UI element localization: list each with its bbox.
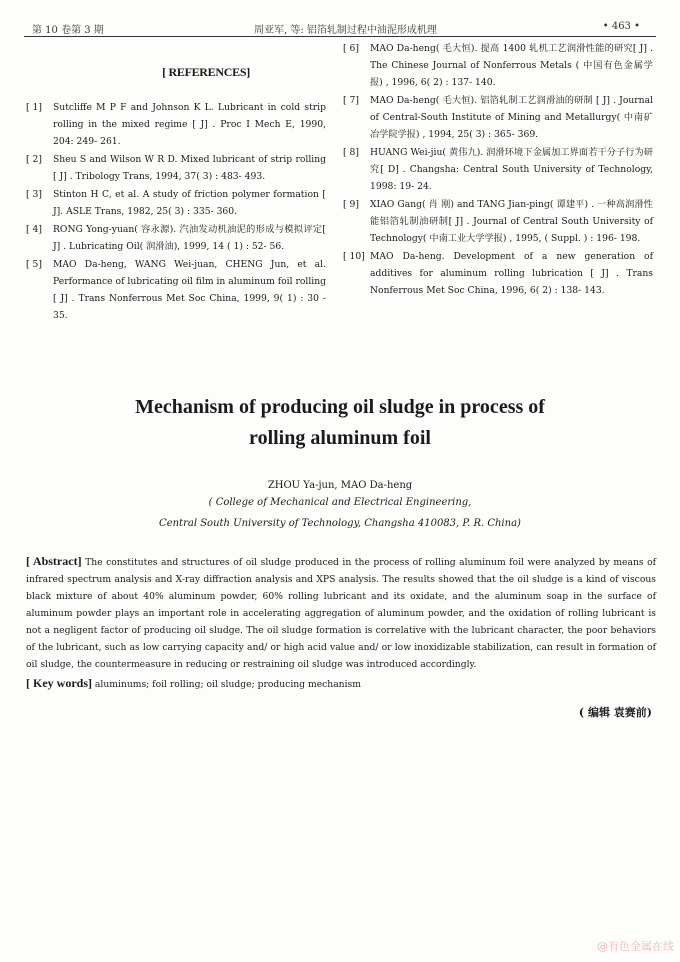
reference-item: [343, 196, 653, 247]
reference-text: Sutcliffe M P F and Johnson K L. Lubricant in cold strip rolling in the mixed regime [ J] . Proc I Mech E, 1990, 204: 249- 261.: [53, 102, 326, 147]
references-heading: [ REFERENCES]: [162, 65, 250, 79]
keywords-label: [ Key words]: [26, 676, 92, 690]
running-header: [24, 18, 656, 36]
article-authors: ZHOU Ya-jun, MAO Da-heng: [267, 480, 413, 491]
reference-text: RONG Yong-yuan( 容永源). 汽油发动机油泥的形成与模拟评定[ J] . Lubricating Oil( 润滑油), 1999, 14 ( 1) : 52- 56.: [53, 224, 326, 252]
journal-volume: 第 10 卷第 3 期: [32, 25, 104, 36]
header-rule: [24, 36, 656, 37]
reference-text: Sheu S and Wilson W R D. Mixed lubricant of strip rolling [ J] . Tribology Trans, 1994, 37( 3) : 483- 493.: [53, 154, 326, 182]
reference-number: [ 9]: [343, 199, 359, 210]
reference-text: MAO Da-heng( 毛大恒). 铝箔轧制工艺润滑油的研制 [ J] . Journal of Central-South Institute of Mining and Metallurgy( 中南矿冶学院学报) , 1994, 25( 3) : 365- 369.: [370, 95, 653, 140]
reference-number: [ 7]: [343, 95, 359, 106]
reference-item: [343, 92, 653, 143]
keywords-text: aluminums; foil rolling; oil sludge; producing mechanism: [94, 679, 361, 690]
reference-number: [ 1]: [26, 102, 42, 113]
reference-item: [343, 248, 653, 299]
abstract-section: [26, 553, 656, 693]
editor-credit: ( 编辑 袁赛前): [578, 706, 652, 719]
reference-text: HUANG Wei-jiu( 黄伟九). 润滑环境下金属加工界面若干分子行为研究[ D] . Changsha: Central South University of Technology, 1998: 19- 24.: [370, 147, 653, 192]
reference-item: [26, 186, 326, 220]
running-title: 周亚军, 等: 铝箔轧制过程中油泥形成机理: [254, 25, 437, 36]
affiliation-line-2: Central South University of Technology, Changsha 410083, P. R. China): [159, 518, 521, 529]
abstract-label: [ Abstract]: [26, 554, 82, 568]
reference-item: [343, 40, 653, 91]
reference-item: [26, 256, 326, 324]
reference-item: [26, 99, 326, 150]
page-number: • 463 •: [602, 21, 640, 32]
reference-item: [343, 144, 653, 195]
reference-number: [ 4]: [26, 224, 42, 235]
reference-number: [ 2]: [26, 154, 42, 165]
references-column-left: [26, 58, 326, 325]
reference-text: Stinton H C, et al. A study of friction polymer formation [ J]. ASLE Trans, 1982, 25( 3) : 335- 360.: [53, 189, 326, 217]
references-column-right: [343, 40, 653, 300]
reference-text: MAO Da-heng( 毛大恒). 提高 1400 轧机工艺润滑性能的研究[ J] . The Chinese Journal of Nonferrous Metals ( 中国有色金属学报) , 1996, 6( 2) : 137- 140.: [370, 43, 653, 88]
watermark: @有色金属在线: [597, 940, 674, 953]
article-title-line-1: Mechanism of producing oil sludge in process of: [135, 396, 545, 418]
reference-number: [ 8]: [343, 147, 359, 158]
reference-text: MAO Da-heng, WANG Wei-juan, CHENG Jun, et al. Performance of lubricating oil film in aluminum foil rolling [ J] . Trans Nonferrous Met Soc China, 1999, 9( 1) : 30 - 35.: [53, 259, 326, 321]
reference-item: [26, 221, 326, 255]
reference-number: [ 6]: [343, 43, 359, 54]
reference-number: [ 10]: [343, 251, 365, 262]
reference-text: MAO Da-heng. Development of a new generation of additives for aluminum rolling lubrication [ J] . Trans Nonferrous Met Soc China, 1996, 6( 2) : 138- 143.: [370, 251, 653, 296]
reference-text: XIAO Gang( 肖 刚) and TANG Jian-ping( 谭建平) . 一种高润滑性能铝箔轧制油研制[ J] . Journal of Central South University of Technology( 中南工业大学学报) , 1995, ( Suppl. ) : 196- 198.: [370, 199, 653, 244]
article-title-line-2: rolling aluminum foil: [249, 427, 431, 449]
reference-number: [ 3]: [26, 189, 42, 200]
abstract-paragraph: [26, 553, 656, 673]
affiliation-line-1: ( College of Mechanical and Electrical Engineering,: [208, 497, 472, 508]
keywords-paragraph: [26, 675, 656, 693]
reference-number: [ 5]: [26, 259, 42, 270]
abstract-text: The constitutes and structures of oil sludge produced in the process of rolling aluminum foil were analyzed by means of infrared spectrum analysis and X-ray diffraction analysis and XPS analysis. The results showed that the oil sludge is a kind of viscous black mixture of about 40% aluminum powder, 60% rolling lubricant and its oxidate, and the aluminum soap in the surface of aluminum powder plays an important role in accelerating aggregation of aluminum powder, and the oxidation of rolling lubricant is not a negligent factor of producing oil sludge. The oil sludge formation is correlative with the lubricant character, the poor behaviors of the lubricant, such as low carrying capacity and/ or high acid value and/ or low inoxidizable stabilization, can result in formation of oil sludge, the countermeasure in reducing or restraining oil sludge was introduced accordingly.: [26, 557, 657, 670]
reference-item: [26, 151, 326, 185]
article-title-block: [0, 392, 680, 533]
